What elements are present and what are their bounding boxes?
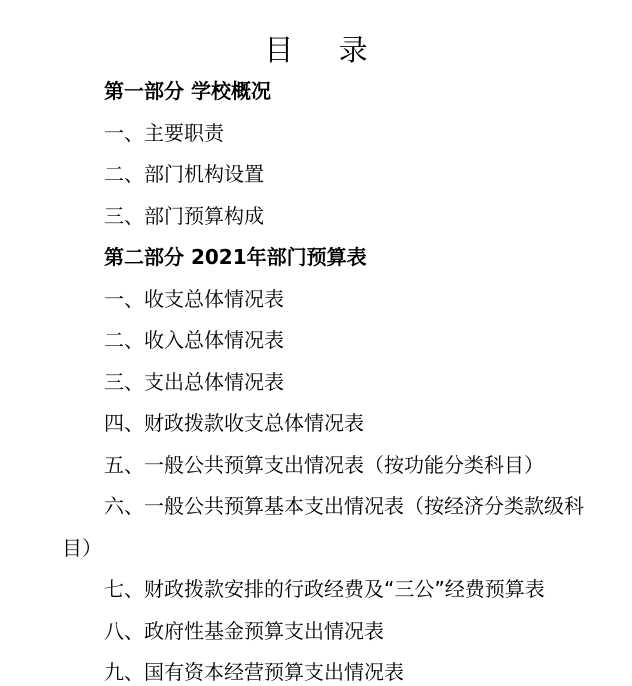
- toc-item-main-duties[interactable]: 一、主要职责: [104, 121, 224, 145]
- toc-item-revenue-overall[interactable]: 二、收入总体情况表: [104, 328, 284, 352]
- toc-part-one-heading[interactable]: 第一部分 学校概况: [104, 79, 271, 103]
- toc-item-basic-expenditure-line2[interactable]: 目）: [62, 536, 102, 560]
- toc-part-two-heading[interactable]: 第二部分 2021年部门预算表: [104, 245, 367, 269]
- toc-item-basic-expenditure-line1[interactable]: 六、一般公共预算基本支出情况表（按经济分类款级科: [104, 494, 584, 518]
- page-title: 目 录: [264, 33, 386, 67]
- toc-item-budget-composition[interactable]: 三、部门预算构成: [104, 204, 264, 228]
- toc-item-revenue-expenditure-overall[interactable]: 一、收支总体情况表: [104, 287, 284, 311]
- toc-item-state-capital[interactable]: 九、国有资本经营预算支出情况表: [104, 660, 404, 684]
- toc-item-expenditure-overall[interactable]: 三、支出总体情况表: [104, 370, 284, 394]
- toc-item-admin-funds-three-public[interactable]: 七、财政拨款安排的行政经费及“三公”经费预算表: [104, 577, 545, 601]
- toc-item-fiscal-appropriation[interactable]: 四、财政拨款收支总体情况表: [104, 411, 364, 435]
- toc-item-org-structure[interactable]: 二、部门机构设置: [104, 162, 264, 186]
- toc-item-public-budget-by-function[interactable]: 五、一般公共预算支出情况表（按功能分类科目）: [104, 453, 544, 477]
- toc-item-government-fund[interactable]: 八、政府性基金预算支出情况表: [104, 619, 384, 643]
